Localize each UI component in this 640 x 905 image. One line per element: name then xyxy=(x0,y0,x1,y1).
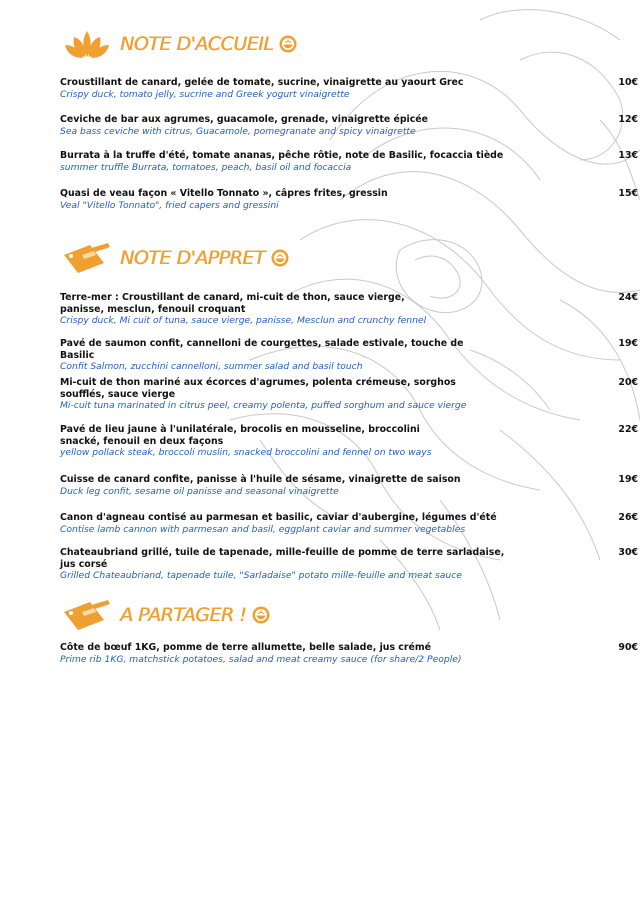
dish-price: 10€ xyxy=(618,77,638,88)
menu-item xyxy=(60,292,638,327)
dish-price: 12€ xyxy=(618,114,638,125)
lotus-icon xyxy=(62,27,112,61)
dish-name-en: Veal "Vitello Tonnato", fried capers and gressini xyxy=(60,199,279,211)
dish-name-fr: Burrata à la truffe d'été, tomate ananas, pêche rôtie, note de Basilic, focaccia tiède xyxy=(60,150,504,161)
section-header-appret xyxy=(62,240,289,276)
section-header-accueil xyxy=(62,26,297,62)
dish-name-fr: Terre-mer : Croustillant de canard, mi-cuit de thon, sauce vierge, panisse, mesclun, fenouil croquant xyxy=(60,292,405,315)
dish-price: 15€ xyxy=(618,188,638,199)
dish-name-en: Crispy duck, Mi cuit of tuna, sauce vierge, panisse, Mesclun and crunchy fennel xyxy=(60,315,427,326)
bowl-badge-icon xyxy=(271,249,289,267)
menu-item xyxy=(60,114,638,137)
menu-item xyxy=(60,150,638,173)
section-title: NOTE D'ACCUEIL xyxy=(120,33,274,55)
menu-item xyxy=(60,77,638,100)
dish-name-en: Mi-cuit tuna marinated in citrus peel, creamy polenta, puffed sorghum and sauce vierge xyxy=(60,400,467,411)
dish-name-fr: Pavé de lieu jaune à l'unilatérale, brocolis en mousseline, broccolini snacké, fenouil en deux façons xyxy=(60,424,420,447)
dish-price: 19€ xyxy=(618,474,638,485)
section-header-partager xyxy=(62,597,270,633)
section-title: NOTE D'APPRET xyxy=(120,247,265,269)
dish-name-fr: Chateaubriand grillé, tuile de tapenade, mille-feuille de pomme de terre sarladaise, jus corsé xyxy=(60,547,505,570)
section-title: A PARTAGER ! xyxy=(120,604,247,626)
menu-item xyxy=(60,474,638,497)
dish-price: 90€ xyxy=(618,642,638,653)
menu-item xyxy=(60,547,638,582)
cutting-board-knife-icon xyxy=(62,598,112,632)
dish-name-en: Prime rib 1KG, matchstick potatoes, salad and meat creamy sauce (for share/2 People) xyxy=(60,653,462,665)
cutting-board-knife-icon xyxy=(62,241,112,275)
dish-name-fr: Canon d'agneau contisé au parmesan et basilic, caviar d'aubergine, légumes d'été xyxy=(60,512,497,523)
menu-item xyxy=(60,424,638,459)
dish-price: 24€ xyxy=(618,292,638,303)
dish-price: 30€ xyxy=(618,547,638,558)
dish-name-en: Contise lamb cannon with parmesan and basil, eggplant caviar and summer vegetables xyxy=(60,523,466,535)
dish-name-fr: Mi-cuit de thon mariné aux écorces d'agrumes, polenta crémeuse, sorghos soufflés, sauce vierge xyxy=(60,377,456,400)
dish-name-en: Sea bass ceviche with citrus, Guacamole, pomegranate and spicy vinaigrette xyxy=(60,125,416,137)
dish-name-en: Grilled Chateaubriand, tapenade tuile, "Sarladaise" potato mille-feuille and meat sauce xyxy=(60,570,462,581)
dish-name-en: Confit Salmon, zucchini cannelloni, summer salad and basil touch xyxy=(60,361,363,372)
dish-name-fr: Pavé de saumon confit, cannelloni de courgettes, salade estivale, touche de Basilic xyxy=(60,338,464,361)
dish-price: 20€ xyxy=(618,377,638,388)
dish-name-en: Duck leg confit, sesame oil panisse and seasonal vinaigrette xyxy=(60,485,339,497)
dish-price: 13€ xyxy=(618,150,638,161)
dish-price: 26€ xyxy=(618,512,638,523)
bowl-badge-icon xyxy=(279,35,297,53)
dish-name-en: Crispy duck, tomato jelly, sucrine and Greek yogurt vinaigrette xyxy=(60,88,350,100)
dish-price: 22€ xyxy=(618,424,638,435)
dish-name-fr: Côte de bœuf 1KG, pomme de terre allumette, belle salade, jus crémé xyxy=(60,642,431,653)
menu-item xyxy=(60,188,638,211)
bowl-badge-icon xyxy=(252,606,270,624)
dish-name-fr: Quasi de veau façon « Vitello Tonnato », câpres frites, gressin xyxy=(60,188,388,199)
dish-name-fr: Croustillant de canard, gelée de tomate, sucrine, vinaigrette au yaourt Grec xyxy=(60,77,464,88)
dish-name-fr: Ceviche de bar aux agrumes, guacamole, grenade, vinaigrette épicée xyxy=(60,114,429,125)
menu-item xyxy=(60,512,638,535)
menu-item xyxy=(60,338,638,373)
dish-price: 19€ xyxy=(618,338,638,349)
dish-name-en: summer truffle Burrata, tomatoes, peach, basil oil and focaccia xyxy=(60,161,352,173)
menu-item xyxy=(60,642,638,665)
dish-name-fr: Cuisse de canard confite, panisse à l'huile de sésame, vinaigrette de saison xyxy=(60,474,461,485)
menu-item xyxy=(60,377,638,412)
dish-name-en: yellow pollack steak, broccoli muslin, snacked broccolini and fennel on two ways xyxy=(60,447,432,458)
